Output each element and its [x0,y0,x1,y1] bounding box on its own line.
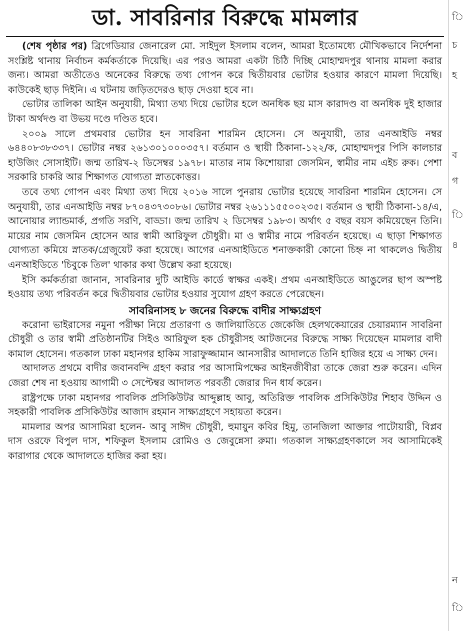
side-glyph: ি [452,210,464,221]
side-glyph: ি [452,603,464,614]
paragraph-5: ইসি কর্মকর্তারা জানান, সাবরিনার দুটি আইডি কার্ডে স্বাক্ষর একই। প্রথম এনআইডিতে আঙুলের ছাপ অস্পষ্ট হওয়ায় তথ্য পরিবর্তন করে দ্বিতীয়বার ভোটার হওয়ার সুযোগ গ্রহণ করতে পেরেছেন। [8,274,442,301]
news-article [6,0,444,631]
paragraph-9: মামলার অপর আসামিরা হলেন- আবু সাঈদ চৌধুরী, হুমায়ুন কবির হিমু, তানজিলা আক্তার পাটোয়ারী, বিপ্লব দাস ওরফে বিপুল দাস, শফিকুল ইসলাম রোমিও ও জেবুন্নেসা রুমা। গতকাল সাক্ষ্যগ্রহণকালে সব আসামিকেই কারাগার থেকে আদালতে হাজির করা হয়। [8,421,442,463]
article-body [6,37,444,465]
continued-from-tag: (শেষ পৃষ্ঠার পর) [22,41,88,52]
paragraph-7: আদালত প্রথমে বাদীর জবানবন্দি গ্রহণ করার পর আসামিপক্ষের আইনজীবীরা তাকে জেরা শুরু করেন। এদিন জেরা শেষ না হওয়ায় আগামী ৩ সেপ্টেম্বর আদালত পরবর্তী জেরার দিন ধার্য করেন। [8,363,442,390]
headline: ডা. সাবরিনার বিরুদ্ধে মামলার [6,0,444,37]
side-glyph: ন [452,575,458,586]
side-glyph: চ [452,40,458,51]
paragraph-1 [8,40,442,98]
paragraph-6: করোনা ভাইরাসের নমুনা পরীক্ষা নিয়ে প্রতারণা ও জালিয়াতিতে জেকেজি হেলথকেয়ারের চেয়ারম্যান সাবরিনা চৌধুরী ও তার স্বামী প্রতিষ্ঠানটির সিইও আরিফুল হক চৌধুরীসহ আটজনের বিরুদ্ধে সাক্ষ্য দিয়েছেন মামলার বাদী কামাল হোসেন। গতকাল ঢাকা মহানগর হাকিম সারাফুজ্জামান আনসারীর আদালতে তিনি হাজির হয়ে এ সাক্ষ্য দেন। [8,319,442,360]
side-glyph: ি [452,12,464,23]
paragraph-4: তবে তথ্য গোপন এবং মিথ্যা তথ্য দিয়ে ২০১৬ সালে পুনরায় ভোটার হয়েছে সাবরিনা শারমিন হোসেন। সে অনুযায়ী, তার এনআইডি নম্বর ৮৭০৪৩৭৩০৮৬। ভোটার নম্বর ২৬১১১৫৫০০২৩৫। বর্তমান ও স্থায়ী ঠিকানা-১৪/এ, আনোয়ার ল্যান্ডমার্ক, প্রগতি সরণি, বাড্ডা। জন্ম তারিখ ২ ডিসেম্বর ১৯৮৩। অর্থাৎ ৫ বছর বয়স কমিয়েছেন তিনি। মায়ের নাম জেসমিন হোসেন আর স্বামী আরিফুল চৌধুরী। মা ও স্বামীর নামে পরিবর্তন হয়েছে। এ ছাড়া শিক্ষাগত যোগ্যতা কমিয়ে স্নাতক/গ্রেজুয়েট করা হয়েছে। আগের এনআইডিতে শনাক্তকারী কোনো চিহ্ন না থাকলেও দ্বিতীয় এনআইডিতে 'চিবুকে তিল' থাকার কথা উল্লেখ করা হয়েছে। [8,186,442,271]
side-glyph: ব [452,150,458,161]
adjacent-column-fragment [448,0,464,631]
paragraph-1-text: ব্রিগেডিয়ার জেনারেল মো. সাইদুল ইসলাম বলেন, আমরা ইতোমধ্যে মৌখিকভাবে নির্দেশনা সংশ্লিষ্ট থানায় নির্বাচন কর্মকর্তাকে দিয়েছি। এর পরও আমরা একটা চিঠি দিচ্ছি মোহাম্মদপুর থানায় মামলা করার জন্য। আমরা অতীতেও অনেকের বিরুদ্ধে তথ্য গোপন করে দ্বিতীয়বার ভোটার হওয়ার কারণে মামলা দিয়েছি। কাউকেই ছাড় দিইনি। এ ঘটনায় জড়িতদেরও ছাড় দেওয়া হবে না। [8,41,442,96]
side-glyph: হ [452,70,457,81]
paragraph-3: ২০০৯ সালে প্রথমবার ভোটার হন সাবরিনা শারমিন হোসেন। সে অনুযায়ী, তার এনআইডি নম্বর ৬৪৪০৮৩৮৩৩৭। ভোটার নম্বর ২৬১৩০১০০০৩৫৭। বর্তমান ও স্থায়ী ঠিকানা-১২২/ক, মোহাম্মদপুর পিসি কালচার হাউজিং সোসাইটি। জন্ম তারিখ-২ ডিসেম্বর ১৯৭৮। মাতার নাম কিশোয়ারা জেসমিন, স্বামীর নাম এইচ রুক। পেশা সরকারি চাকরি আর শিক্ষাগত যোগ্যতা স্নাতকোত্তর। [8,128,442,184]
side-glyph: ৪ [452,240,459,251]
paragraph-2: ভোটার তালিকা আইন অনুযায়ী, মিথ্যা তথ্য দিয়ে ভোটার হলে অনধিক ছয় মাস কারাদণ্ড বা অনধিক দুই হাজার টাকা অর্থদণ্ড বা উভয় দণ্ডে দণ্ডিত হবে। [8,99,442,125]
side-glyph: গ [452,176,459,187]
paragraph-8: রাষ্ট্রপক্ষে ঢাকা মহানগর পাবলিক প্রসিকিউটর আব্দুল্লাহ আবু, অতিরিক্ত পাবলিক প্রসিকিউটর শিহাব উদ্দিন ও সহকারী পাবলিক প্রসিকিউটর আজাদ রহমান সাক্ষ্যগ্রহণে সহায়তা করেন। [8,392,442,419]
subheading: সাবরিনাসহ ৮ জনের বিরুদ্ধে বাদীর সাক্ষ্যগ্রহণ [128,304,322,317]
